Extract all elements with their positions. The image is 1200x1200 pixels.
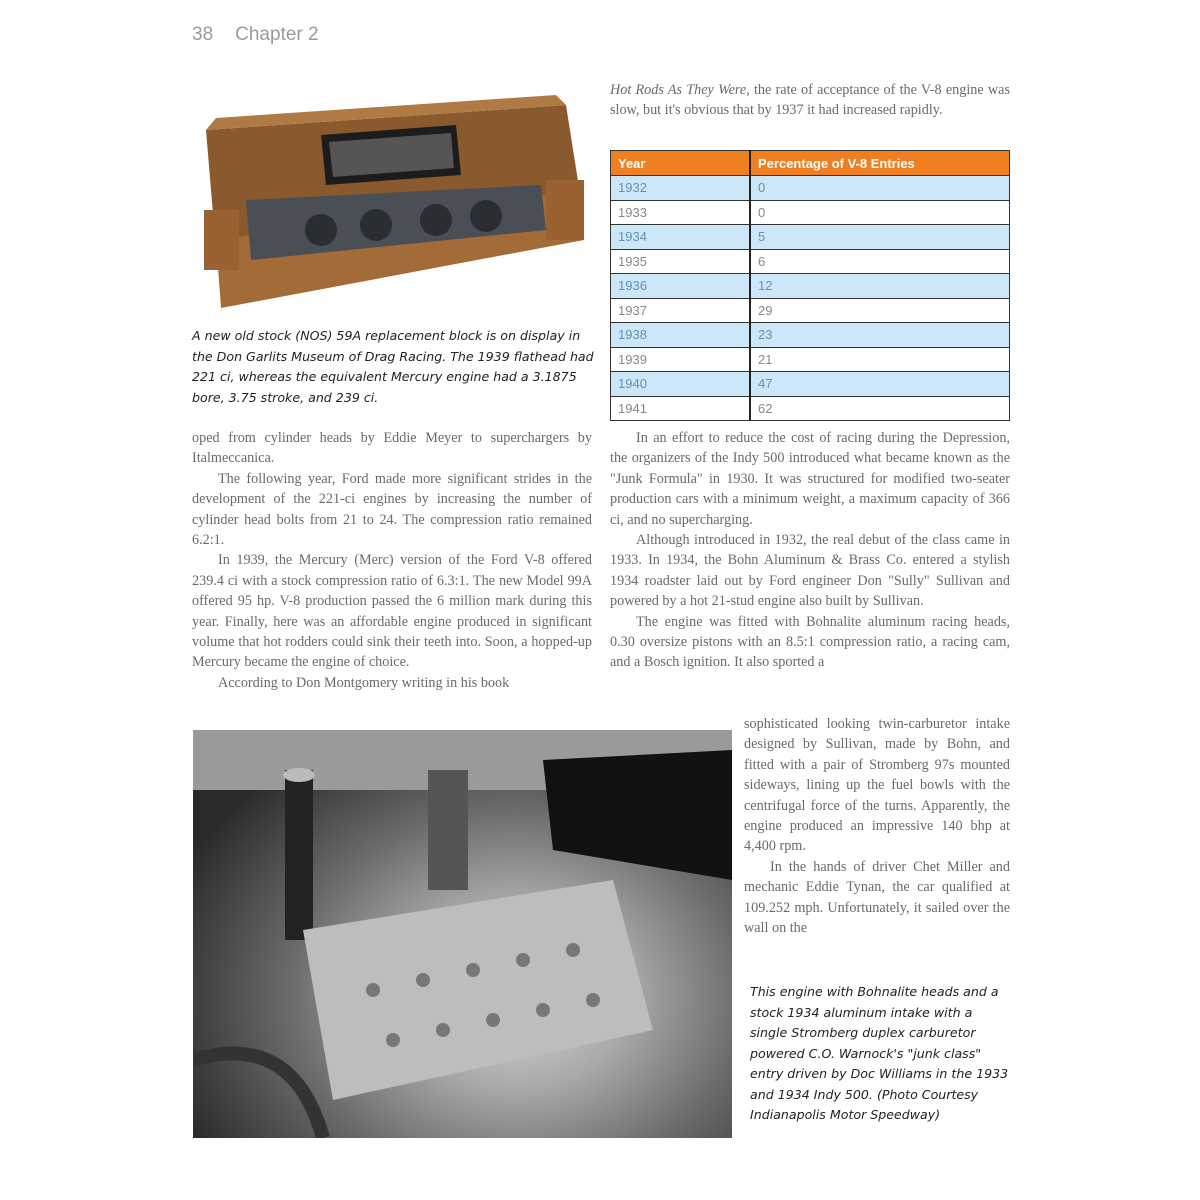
year-cell: 1939 — [611, 347, 751, 372]
photo-caption-1: A new old stock (NOS) 59A replacement block is on display in the Don Garlits Museum of Drag Racing. The 1939 flathead had 221 ci, whereas the equivalent Mercury engine had a 3.1875 bore, 3.75 stroke, and 239 ci. — [192, 328, 594, 405]
percentage-cell: 6 — [750, 249, 1010, 274]
paragraph: According to Don Montgomery writing in his book — [218, 674, 510, 691]
engine-block-crate-photo — [196, 90, 588, 310]
narrow-column-text — [744, 714, 1010, 938]
chapter-title: Chapter 2 — [235, 24, 319, 45]
year-cell: 1938 — [611, 323, 751, 348]
table-row — [611, 225, 1010, 250]
percentage-cell: 0 — [750, 200, 1010, 225]
paragraph: The engine was fitted with Bohnalite aluminum racing heads, 0.30 oversize pistons with an 8.5:1 compression ratio, a racing cam, and a Bosch ignition. It also sported a — [610, 613, 1010, 671]
percentage-cell: 29 — [750, 298, 1010, 323]
year-cell: 1932 — [611, 176, 751, 201]
percentage-cell: 5 — [750, 225, 1010, 250]
paragraph: Although introduced in 1932, the real debut of the class came in 1933. In 1934, the Bohn Aluminum & Brass Co. entered a stylish 1934 roadster laid out by Ford engineer Don "Sully" Sullivan and powered by a hot 21-stud engine also built by Sullivan. — [610, 532, 1010, 610]
table-row — [611, 298, 1010, 323]
year-cell: 1935 — [611, 249, 751, 274]
table-row — [611, 347, 1010, 372]
paragraph: In an effort to reduce the cost of racing during the Depression, the organizers of the Indy 500 introduced what became known as the "Junk Formula" in 1930. It was structured for modified two-seater production cars with a minimum weight, a maximum capacity of 366 ci, and no supercharging. — [610, 430, 1010, 528]
intro-text: Hot Rods As They Were, the rate of acceptance of the V-8 engine was slow, but it's obvious that by 1937 it had increased rapidly. — [610, 82, 1010, 119]
year-cell: 1941 — [611, 396, 751, 421]
table-header-row — [611, 151, 1010, 176]
flathead-engine-photo — [193, 730, 732, 1138]
year-cell: 1936 — [611, 274, 751, 299]
percentage-cell: 21 — [750, 347, 1010, 372]
table-row — [611, 176, 1010, 201]
running-header — [192, 24, 341, 46]
percentage-cell: 12 — [750, 274, 1010, 299]
table-row — [611, 396, 1010, 421]
percentage-cell: 47 — [750, 372, 1010, 397]
paragraph: In 1939, the Mercury (Merc) version of the Ford V-8 offered 239.4 ci with a stock compression ratio of 6.3:1. The new Model 99A offered 95 hp. V-8 production passed the 6 million mark during this year. Finally, here was an affordable engine produced in significant volume that hot rodders could sink their teeth into. Soon, a hopped-up Mercury became the engine of choice. — [192, 552, 592, 671]
left-column-text — [192, 428, 592, 693]
percentage-cell: 23 — [750, 323, 1010, 348]
table-row — [611, 249, 1010, 274]
year-cell: 1934 — [611, 225, 751, 250]
paragraph: In the hands of driver Chet Miller and mechanic Eddie Tynan, the car qualified at 109.252 mph. Unfortunately, it sailed over the wall on the — [744, 858, 1010, 937]
table-row — [611, 200, 1010, 225]
percentage-cell: 62 — [750, 396, 1010, 421]
year-cell: 1940 — [611, 372, 751, 397]
percentage-cell: 0 — [750, 176, 1010, 201]
paragraph: The following year, Ford made more significant strides in the development of the 221-ci engines by increasing the number of cylinder head bolts from 21 to 24. The compression ratio remained 6.2:1. — [192, 470, 592, 549]
column-header: Year — [611, 151, 751, 176]
photo-caption-2: This engine with Bohnalite heads and a stock 1934 aluminum intake with a single Stromberg duplex carburetor powered C.O. Warnock's "junk class" entry driven by Doc Williams in the 1933 and 1934 Indy 500. (Photo Courtesy Indianapolis Motor Speedway) — [750, 984, 1009, 1122]
v8-entries-table — [610, 150, 1010, 421]
right-column-text — [610, 428, 1010, 673]
table-row — [611, 323, 1010, 348]
paragraph: oped from cylinder heads by Eddie Meyer to superchargers by Italmeccanica. — [192, 430, 592, 467]
table-row — [611, 372, 1010, 397]
paragraph: sophisticated looking twin-carburetor intake designed by Sullivan, made by Bohn, and fitted with a pair of Stromberg 97s mounted sideways, lining up the fuel bowls with the centrifugal force of the turns. Apparently, the engine produced an impressive 140 bhp at 4,400 rpm. — [744, 716, 1010, 855]
table-row — [611, 274, 1010, 299]
page-number: 38 — [192, 24, 214, 45]
year-cell: 1933 — [611, 200, 751, 225]
year-cell: 1937 — [611, 298, 751, 323]
column-header: Percentage of V-8 Entries — [750, 151, 1010, 176]
